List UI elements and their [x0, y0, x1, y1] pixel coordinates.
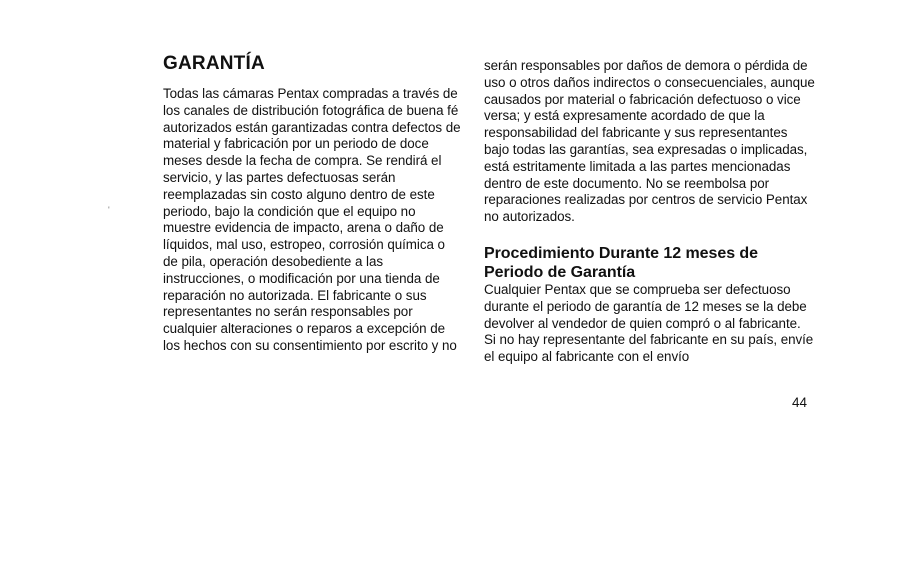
right-column: [484, 58, 816, 366]
warranty-body-paragraph: Todas las cámaras Pentax compradas a través de los canales de distribución fotográfica de buena fé autorizados están garantizadas contra defectos de material y fabricación por un periodo de doce meses desde la fecha de compra. Se rendirá el servicio, y las partes defectuosas serán reemplazadas sin costo alguno dentro de este periodo, bajo la condición que el equipo no muestre evidencia de impacto, arena o daño de líquidos, mal uso, estropeo, corrosión química o de pila, operación desobediente a las instrucciones, o modificación por una tienda de reparación no autorizada. El fabricante o sus representantes no serán responsables por cualquier alteraciones o reparos a excepción de los hechos con su consentimiento por escrito y no: [163, 86, 461, 353]
scan-speck: ': [108, 205, 110, 215]
procedure-section-title: Procedimiento Durante 12 meses de Periodo de Garantía: [484, 244, 759, 281]
warranty-body-continued: serán responsables por daños de demora o pérdida de uso o otros daños indirectos o consecuenciales, aunque causados por material o fabricación defectuoso o vice versa; y está expresamente acordado de que la responsabilidad del fabricante y sus representantes bajo todas las garantías, sea expresadas o implicadas, está estritamente limitada a las partes mencionadas dentro de este documento. No se reembolsa por reparaciones realizadas por centros de servicio Pentax no autorizados.: [484, 58, 815, 225]
procedure-section-body: Cualquier Pentax que se comprueba ser defectuoso durante el periodo de garantía de 12 meses se la debe devolver al vendedor de quien compró o al fabricante. Si no hay representante del fabricante en su país, envíe el equipo al fabricante con el envío: [484, 281, 814, 365]
left-column: [163, 52, 461, 355]
page-number: 44: [792, 395, 808, 410]
warranty-title: GARANTÍA: [163, 53, 265, 74]
